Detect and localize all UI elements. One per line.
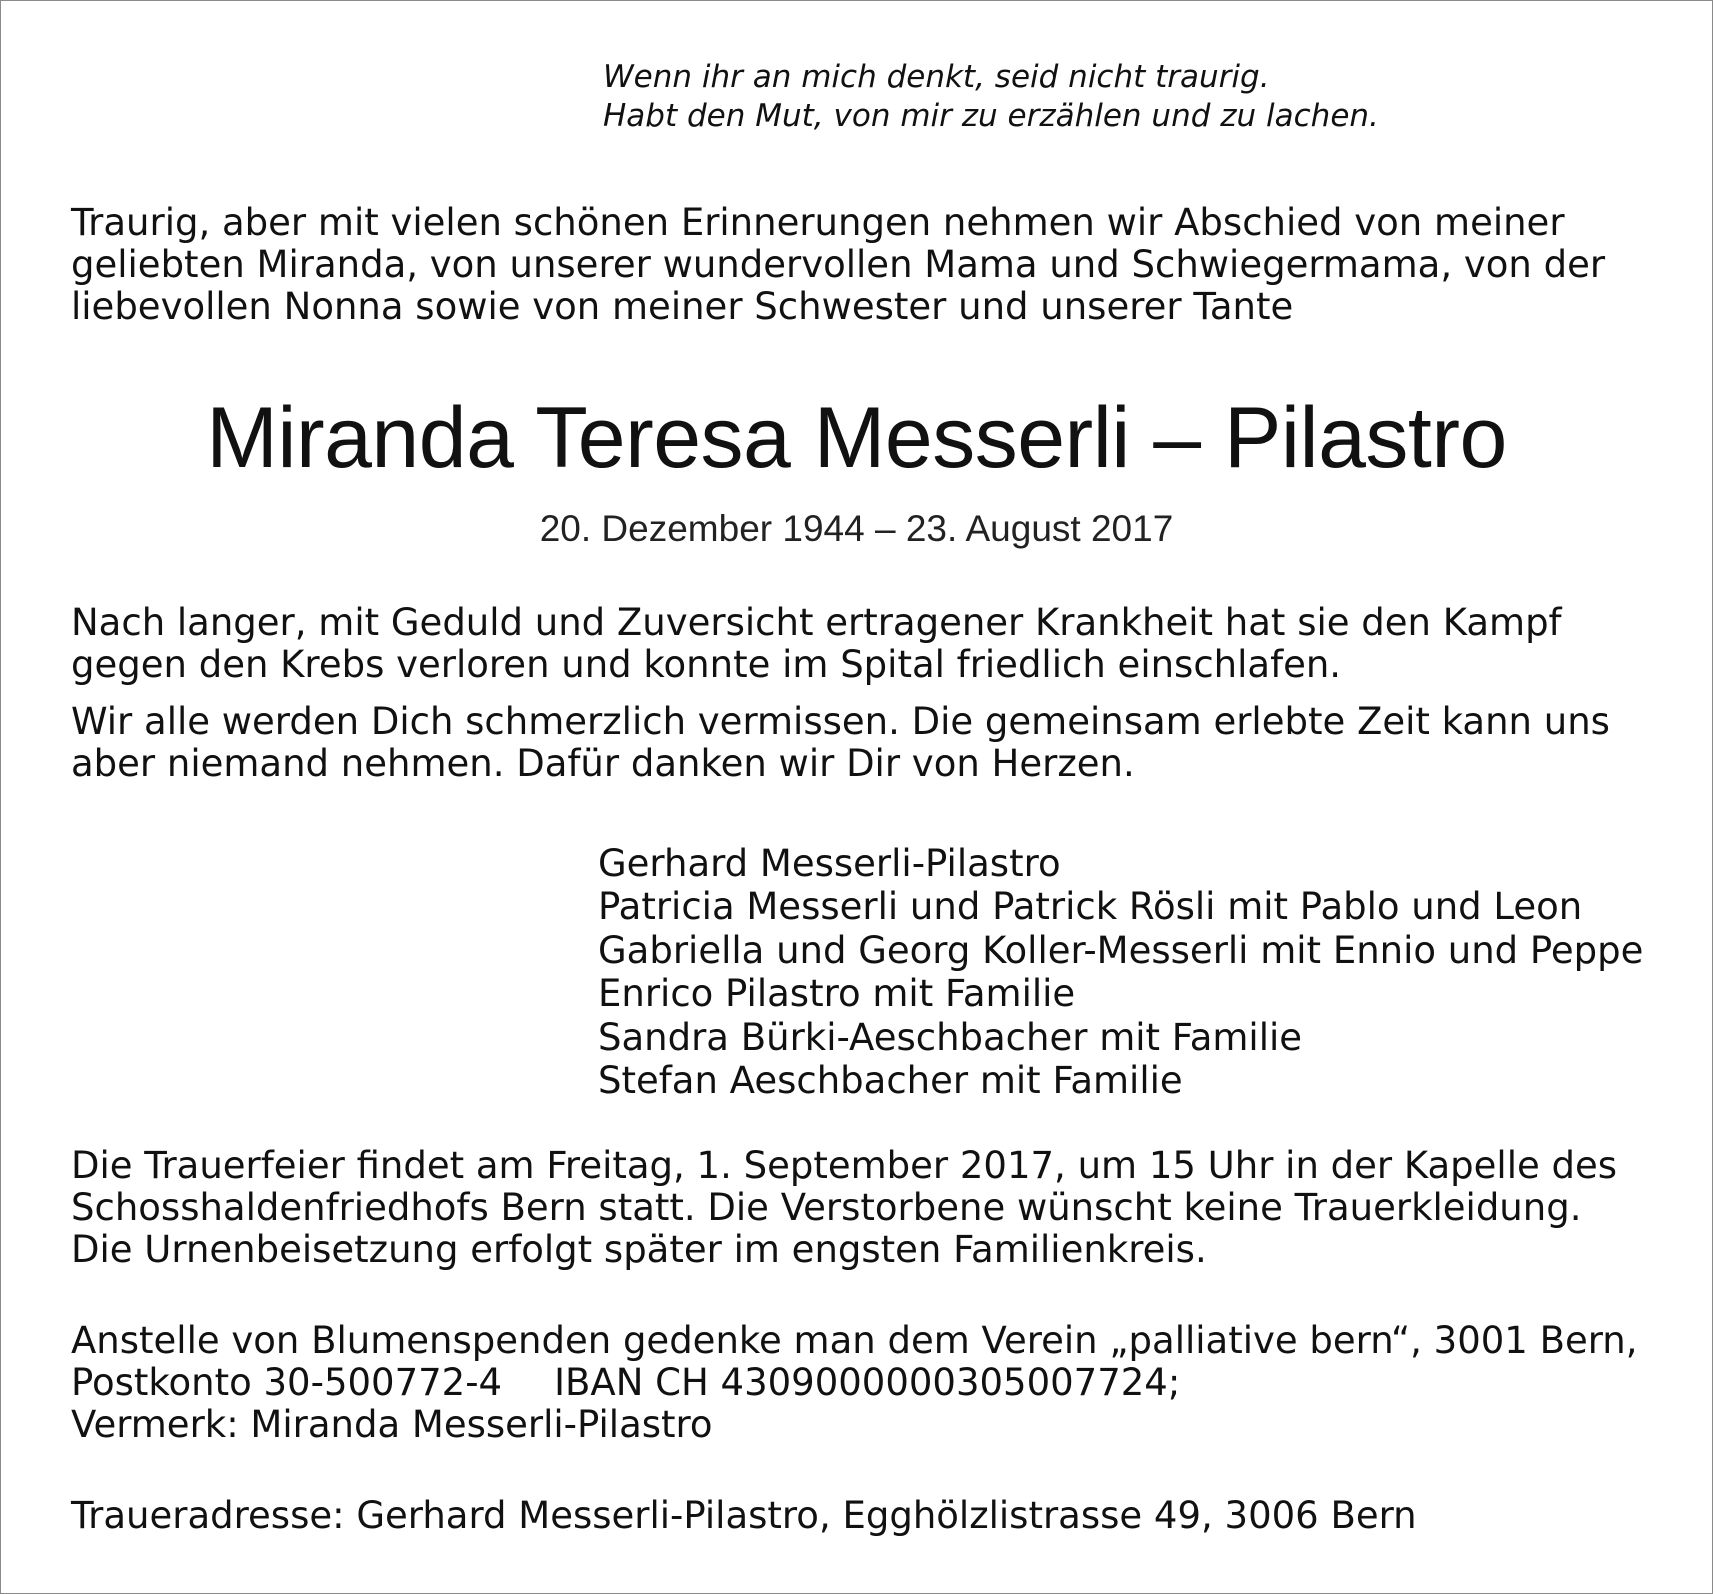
paragraph-line: Die Urnenbeisetzung erfolgt später im engsten Familienkreis. xyxy=(71,1228,1207,1271)
iban-number: IBAN CH 4309000000305007724; xyxy=(554,1361,1181,1404)
paragraph-line: aber niemand nehmen. Dafür danken wir Dir von Herzen. xyxy=(71,742,1135,785)
paragraph-line: gegen den Krebs verloren und konnte im Spital friedlich einschlafen. xyxy=(71,643,1342,686)
paragraph-line: Wir alle werden Dich schmerzlich vermissen. Die gemeinsam erlebte Zeit kann uns xyxy=(71,700,1610,743)
mourner-entry: Gabriella und Georg Koller-Messerli mit Ennio und Peppe xyxy=(598,928,1644,972)
mourner-entry: Patricia Messerli und Patrick Rösli mit Pablo und Leon xyxy=(598,885,1583,929)
motto-line: Wenn ihr an mich denkt, seid nicht traurig. xyxy=(603,59,1270,95)
motto-line: Habt den Mut, von mir zu erzählen und zu lachen. xyxy=(603,98,1379,134)
deceased-name: Miranda Teresa Messerli – Pilastro xyxy=(206,390,1507,486)
intro-line: liebevollen Nonna sowie von meiner Schwester und unserer Tante xyxy=(71,285,1294,328)
illness-paragraph xyxy=(71,602,1562,686)
life-dates: 20. Dezember 1944 – 23. August 2017 xyxy=(539,508,1174,549)
mourning-address xyxy=(71,1495,1417,1537)
intro-paragraph xyxy=(71,202,1671,328)
intro-line: geliebten Miranda, von unserer wundervollen Mama und Schwiegermama, von der xyxy=(71,243,1606,286)
intro-line: Traurig, aber mit vielen schönen Erinnerungen nehmen wir Abschied von meiner xyxy=(71,201,1565,244)
address-line: Traueradresse: Gerhard Messerli-Pilastro, Egghölzlistrasse 49, 3006 Bern xyxy=(71,1494,1417,1537)
mourner-entry: Gerhard Messerli-Pilastro xyxy=(598,842,1061,885)
paragraph-line: Anstelle von Blumenspenden gedenke man dem Verein „palliative bern“, 3001 Bern, xyxy=(71,1319,1638,1362)
motto-quote xyxy=(603,58,1379,136)
paragraph-line: Vermerk: Miranda Messerli-Pilastro xyxy=(71,1403,713,1446)
postkonto-number: Postkonto 30-500772-4 xyxy=(71,1361,503,1404)
paragraph-line: Schosshaldenfriedhofs Bern statt. Die Verstorbene wünscht keine Trauerkleidung. xyxy=(71,1186,1582,1229)
mourners-list xyxy=(598,842,1643,1102)
mourner-entry: Stefan Aeschbacher mit Familie xyxy=(598,1059,1183,1103)
ceremony-paragraph xyxy=(71,1145,1617,1271)
paragraph-line: Nach langer, mit Geduld und Zuversicht ertragener Krankheit hat sie den Kampf xyxy=(71,601,1562,644)
mourner-entry: Enrico Pilastro mit Familie xyxy=(598,972,1076,1016)
donation-paragraph xyxy=(71,1320,1638,1446)
mourner-entry: Sandra Bürki-Aeschbacher mit Familie xyxy=(598,1015,1303,1059)
farewell-paragraph xyxy=(71,701,1610,785)
paragraph-line: Die Trauerfeier findet am Freitag, 1. September 2017, um 15 Uhr in der Kapelle des xyxy=(71,1144,1618,1187)
bank-details-line xyxy=(71,1362,1638,1404)
